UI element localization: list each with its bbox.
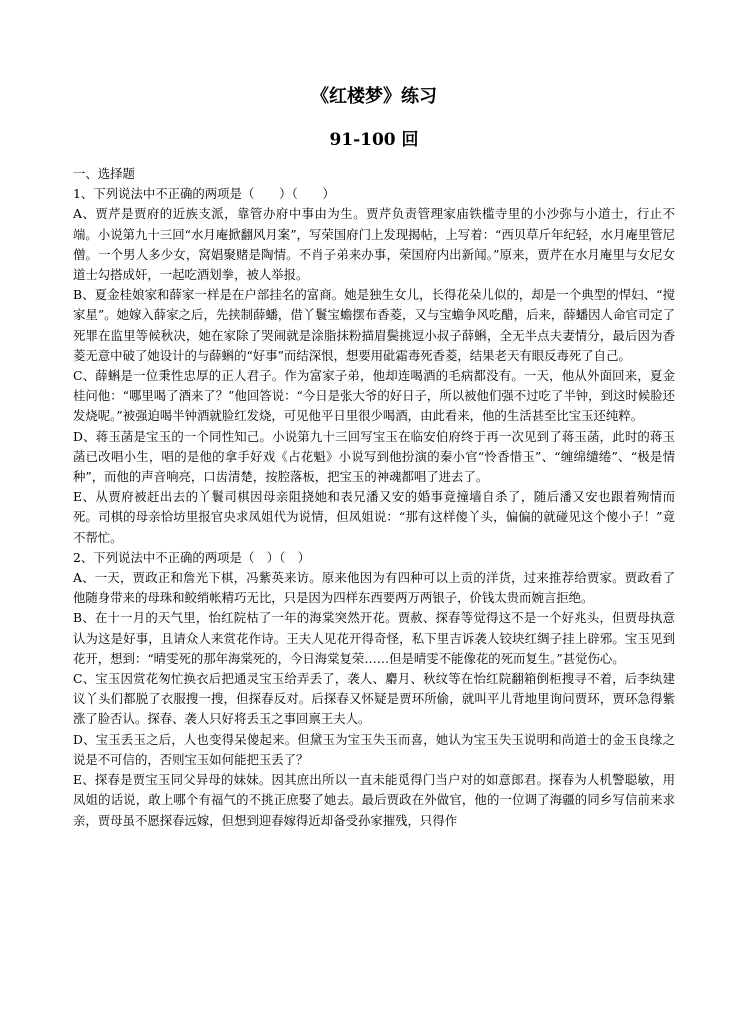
document-body (73, 164, 675, 831)
question-2-option-a: A、一天，贾政正和詹光下棋，冯紫英来访。原来他因为有四种可以上贡的洋货，过来推荐给贾家。贾政看了他随身带来的母珠和鲛绡帐精巧无比，只是因为四样东西要两万两银子，价钱太贵而婉言拒绝。 (73, 570, 675, 606)
document-title: 《红楼梦》练习 (311, 86, 437, 107)
document-page (73, 84, 675, 831)
question-2-stem: 2、下列说法中不正确的两项是（ ）（ ） (73, 549, 311, 565)
question-1-option-e: E、从贾府被赶出去的丫鬟司棋因母亲阻挠她和表兄潘又安的婚事竟撞墙自杀了，随后潘又安也跟着殉情而死。司棋的母亲恰坊里报官央求凤姐代为说情，但凤姐说：“那有这样傻丫头，偏偏的就碰见这个傻小子！”竟不帮忙。 (73, 489, 675, 545)
question-1-option-c: C、薛蝌是一位秉性忠厚的正人君子。作为富家子弟，他却连喝酒的毛病都没有。一天，他从外面回来，夏金桂问他：“哪里喝了酒来了？”他回答说：“今日是张大爷的好日子，所以被他们强不过吃了半钟，到这时候脸还发烧呢。”被强迫喝半钟酒就脸红发烧，可见他平日里很少喝酒，由此看来，他的生活甚至比宝玉还纯粹。 (73, 368, 675, 424)
question-2-option-d: D、宝玉丢玉之后，人也变得呆傻起来。但黛玉为宝玉失玉而喜，她认为宝玉失玉说明和尚道士的金玉良缘之说是不可信的，否则宝玉如何能把玉丢了？ (73, 731, 675, 767)
question-2-option-b: B、在十一月的天气里，怡红院枯了一年的海棠突然开花。贾赦、探春等觉得这不是一个好兆头，但贾母执意认为这是好事，且请众人来赏花作诗。王夫人见花开得奇怪，私下里吉诉袭人铰块红绸子挂上辟邪。宝玉见到花开，想到：“晴雯死的那年海棠死的，今日海棠复荣……但是晴雯不能像花的死而复生。”甚觉伤心。 (73, 610, 675, 666)
question-1-stem: 1、下列说法中不正确的两项是（ ）（ ） (73, 186, 335, 202)
question-2-option-e: E、探春是贾宝玉同父异母的妹妹。因其庶出所以一直未能觅得门当户对的如意郎君。探春为人机警聪敏，用凤姐的话说，敢上哪个有福气的不挑正庶娶了她去。最后贾政在外做官，他的一位调了海疆的同乡写信前来求亲，贾母虽不愿探春远嫁，但想到迎春嫁得近却备受孙家摧残，只得作 (73, 772, 675, 828)
question-1-option-d: D、蒋玉菡是宝玉的一个同性知己。小说第九十三回写宝玉在临安伯府终于再一次见到了蒋玉菡，此时的蒋玉菡已改唱小生，唱的是他的拿手好戏《占花魁》小说写到他扮演的秦小官“怜香惜玉”、“缠绵缱绻”、“极是情种”，而他的声音响亮，口齿清楚，按腔落板，把宝玉的神魂都唱了进去了。 (73, 428, 675, 485)
question-1-option-a: A、贾芹是贾府的近族支派，靠管办府中事由为生。贾芹负责管理家庙铁槛寺里的小沙弥与小道士，行止不端。小说第九十三回“水月庵掀翻风月案”，写荣国府门上发现揭帖，上写着：“西贝草斤年纪轻，水月庵里管尼僧。一个男人多少女，窝娼聚赌是陶情。不肖子弟来办事，荣国府内出新闻。”原来，贾芹在水月庵里与女尼女道士勾搭成奸，一起吃酒划拳，被人举报。 (73, 206, 675, 283)
question-1-option-b: B、夏金桂娘家和薛家一样是在户部挂名的富商。她是独生女儿，长得花朵儿似的，却是一个典型的悍妇、“搅家星”。她嫁入薛家之后，先挟制薛蟠，借丫鬟宝蟾摆布香菱，又与宝蟾争风吃醋，后来，薛蟠因人命官司定了死罪在监里等候秋决，她在家除了哭闹就是涂脂抹粉描眉鬓挑逗小叔子薛蝌，全无半点夫妻情分，最后因为香菱无意中破了她设计的与薛蝌的“好事”而结深恨，想要用砒霜毒死香菱，结果老天有眼反毒死了自己。 (73, 287, 675, 363)
question-2-option-c: C、宝玉因赏花匆忙换衣后把通灵宝玉给弄丢了，袭人、麝月、秋纹等在怡红院翻箱倒柜搜寻不着，后李纨建议丫头们都脱了衣服搜一搜，但探春反对。后探春又怀疑是贾环所偷，就叫平儿背地里询问贾环，贾环急得紫涨了脸否认。探春、袭人只好将丢玉之事回禀王夫人。 (73, 671, 675, 727)
section-heading: 一、选择题 (73, 166, 135, 181)
document-subtitle: 91-100 回 (329, 130, 419, 150)
